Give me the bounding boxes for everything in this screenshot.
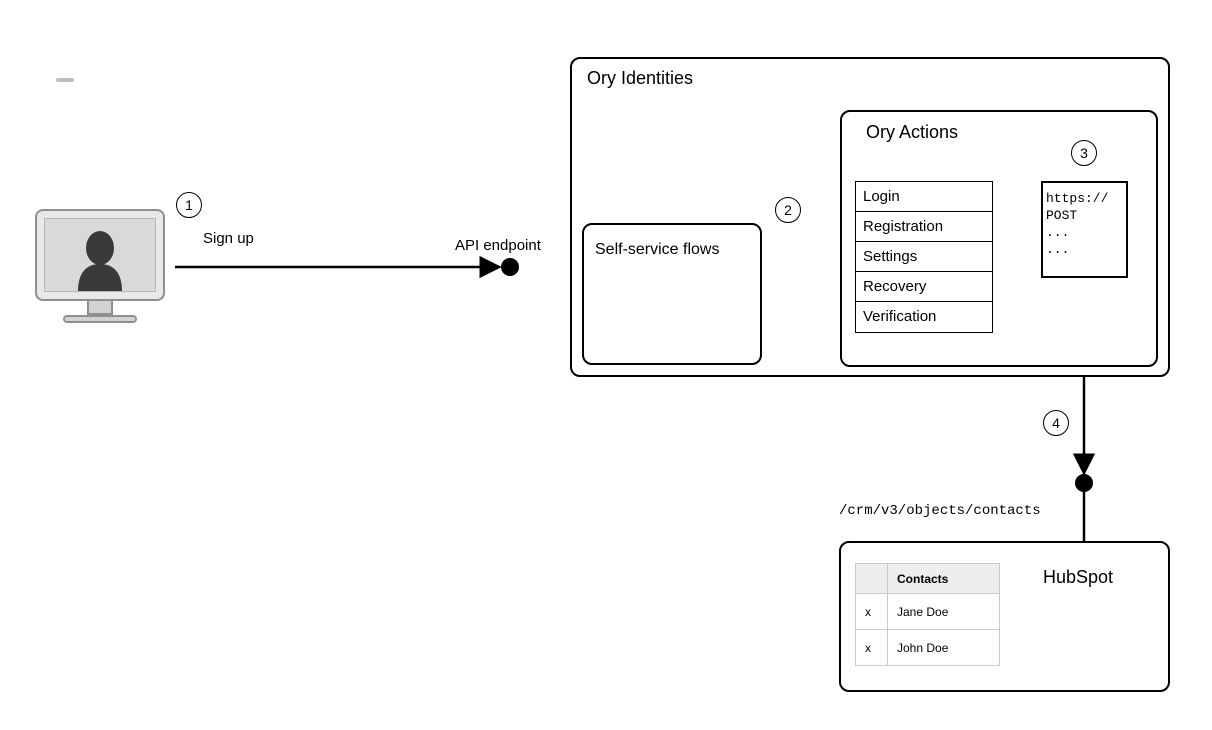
step-4-badge: 4 xyxy=(1043,410,1069,436)
flow-item-login[interactable]: Login xyxy=(856,182,992,212)
monitor-frame xyxy=(35,209,165,301)
user-monitor xyxy=(35,209,165,323)
ory-actions-title: Ory Actions xyxy=(866,122,959,142)
webhook-line-3: ... xyxy=(1046,225,1070,240)
monitor-base xyxy=(63,315,137,323)
contacts-table xyxy=(855,563,1000,666)
flow-item-verification[interactable]: Verification xyxy=(863,308,937,325)
table-cell-name: Jane Doe xyxy=(888,594,1000,630)
flow-item-settings[interactable]: Settings xyxy=(856,242,992,272)
signup-label: Sign up xyxy=(203,230,254,247)
flow-list xyxy=(855,181,993,333)
flow-item-registration[interactable]: Registration xyxy=(856,212,992,242)
step-3-badge: 3 xyxy=(1071,140,1097,166)
step-1-badge: 1 xyxy=(176,192,202,218)
table-row xyxy=(856,594,1000,630)
api-endpoint-label: API endpoint xyxy=(455,237,541,254)
ory-identities-title: Ory Identities xyxy=(587,68,694,88)
webhook-line-1: https:// xyxy=(1046,191,1109,206)
table-header-row xyxy=(856,564,1000,594)
table-cell-name: John Doe xyxy=(888,630,1000,666)
table-cell-index: x xyxy=(856,594,888,630)
webhook-line-2: POST xyxy=(1046,208,1078,223)
monitor-neck xyxy=(87,301,113,315)
step-2-badge: 2 xyxy=(775,197,801,223)
webhook-line-4: ... xyxy=(1046,242,1070,257)
flow-item-recovery[interactable]: Recovery xyxy=(856,272,992,302)
crm-endpoint-label: /crm/v3/objects/contacts xyxy=(839,503,1041,519)
table-header-index xyxy=(856,564,888,594)
table-header-contacts: Contacts xyxy=(888,564,1000,594)
monitor-screen xyxy=(44,218,156,292)
monitor-power-indicator xyxy=(56,78,74,82)
user-avatar-icon xyxy=(74,229,126,291)
table-row xyxy=(856,630,1000,666)
self-service-flows-label: Self-service flows xyxy=(595,241,720,258)
hubspot-title: HubSpot xyxy=(1043,567,1114,587)
table-cell-index: x xyxy=(856,630,888,666)
